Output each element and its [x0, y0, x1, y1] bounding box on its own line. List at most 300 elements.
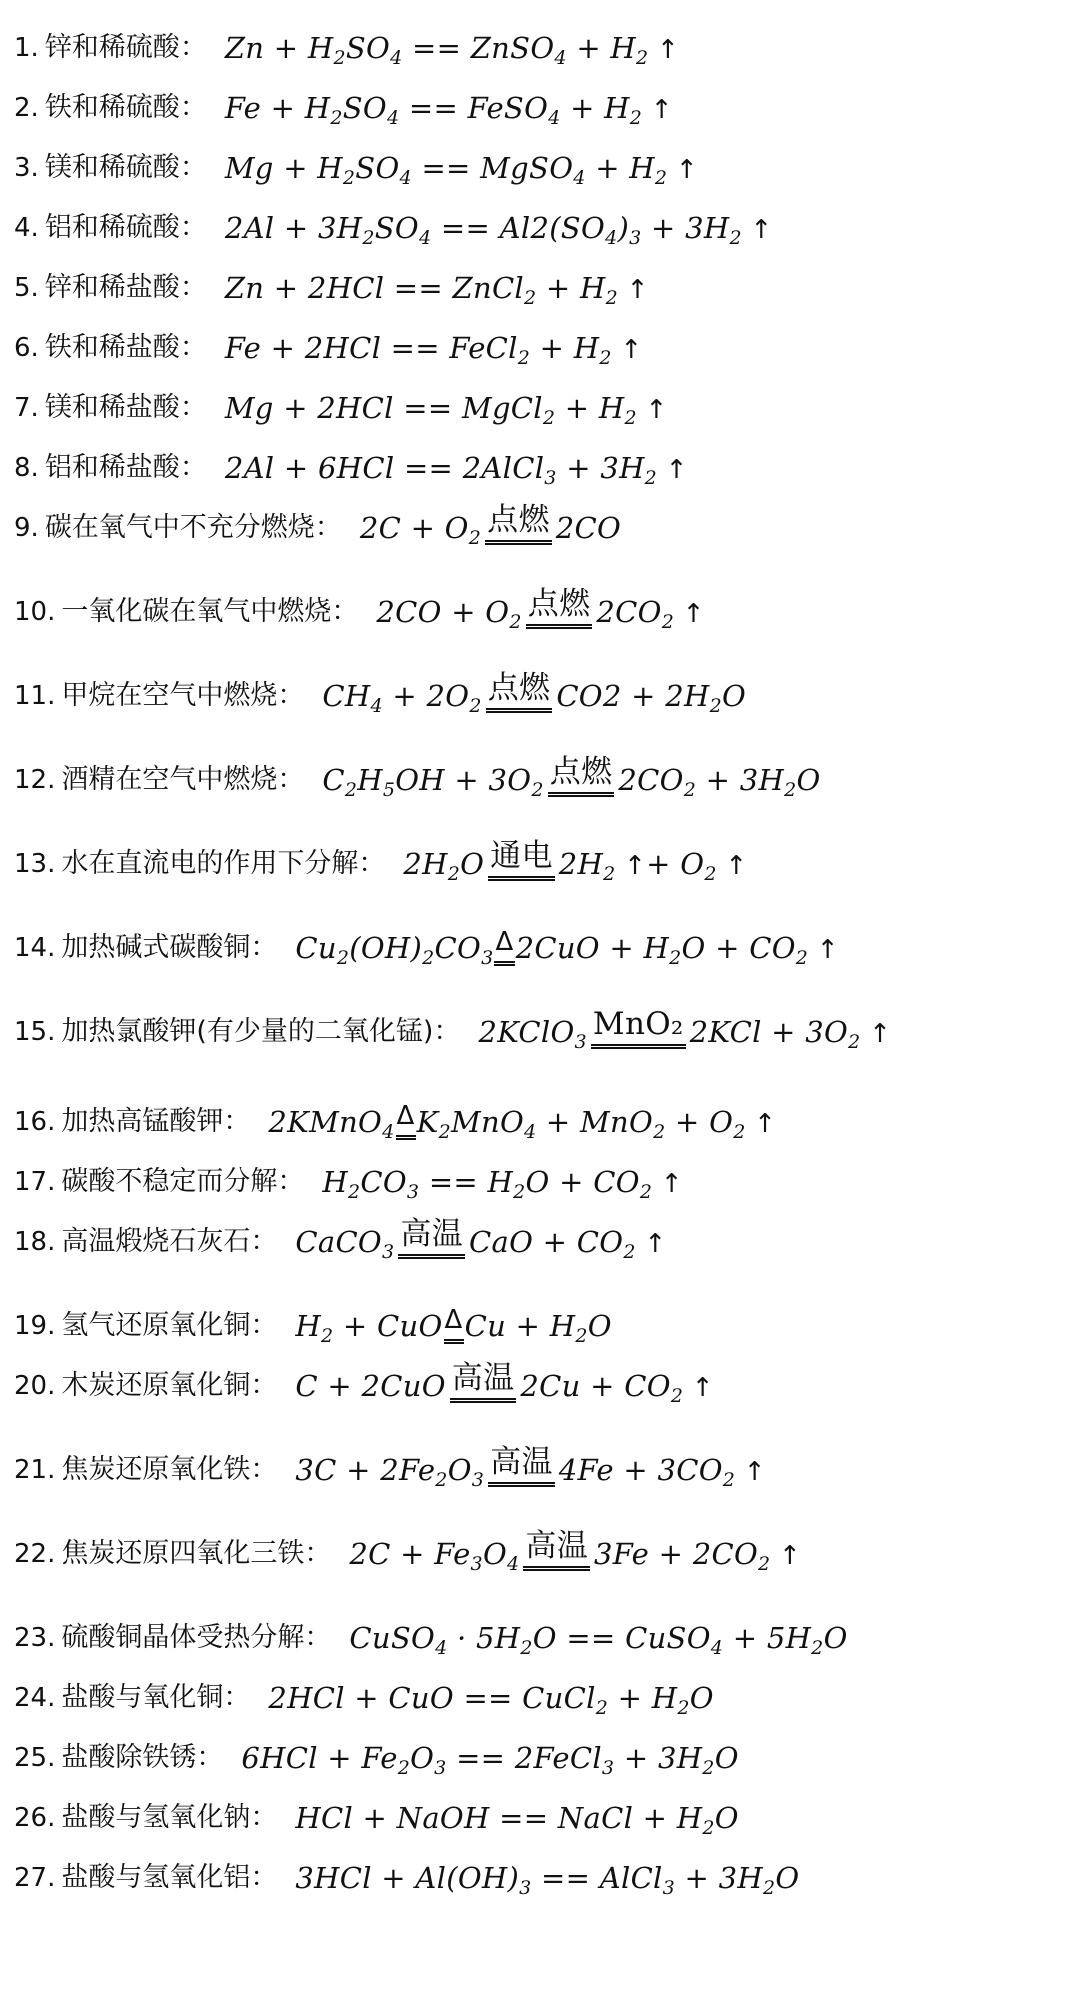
reaction-condition: 通电: [488, 837, 555, 881]
subscript: 2: [447, 863, 461, 885]
subscript: 4: [554, 47, 567, 69]
label-colon: ：: [179, 92, 207, 123]
formula-text: + H: [536, 271, 606, 305]
chemical-equation: [225, 18, 679, 80]
subscript: 2: [468, 527, 482, 549]
subscript: 2: [435, 1469, 448, 1491]
formula-text: 3C + 2Fe: [295, 1453, 436, 1487]
chemical-equation: [225, 378, 668, 440]
reaction-label: 铝和稀盐酸: [44, 452, 180, 483]
chemical-equation: [225, 138, 698, 200]
subscript: 2: [784, 779, 797, 801]
subscript: 3: [481, 947, 494, 969]
chemical-equation: [225, 318, 643, 380]
formula-text: + H: [530, 331, 600, 365]
reaction-condition: Δ: [444, 1301, 464, 1344]
formula-text: + MnO: [536, 1105, 654, 1139]
label-colon: ：: [304, 1538, 332, 1569]
formula-text: O: [714, 1741, 739, 1775]
formula-text: 2C + O: [359, 511, 469, 545]
label-colon: ：: [179, 332, 207, 363]
label-colon: ：: [223, 1106, 251, 1137]
subscript: 4: [399, 167, 412, 189]
formula-text: Zn + H: [224, 31, 334, 65]
reaction-condition: 点燃: [485, 501, 552, 545]
formula-text: == Al2(SO: [431, 211, 606, 245]
row-number: 4.: [14, 213, 39, 243]
formula-text: 2KClO: [478, 1015, 575, 1049]
subscript: 2: [438, 1121, 451, 1143]
label-colon: ：: [179, 392, 207, 423]
formula-text: 4Fe + 3CO: [558, 1453, 723, 1487]
reaction-label: 碳在氧气中不充分燃烧: [44, 512, 315, 543]
row-number: 12.: [14, 765, 56, 795]
row-number: 11.: [14, 681, 56, 711]
formula-text: == AlCl: [531, 1861, 663, 1895]
formula-text: == MgSO: [411, 151, 574, 185]
formula-text: 2KMnO: [268, 1105, 383, 1139]
subscript: 2: [763, 1877, 776, 1899]
formula-text: Mg + 2HCl == MgCl: [224, 391, 543, 425]
formula-text: + H: [555, 391, 625, 425]
gas-arrow: ↑: [808, 935, 839, 965]
formula-text: OH + 3O: [395, 763, 532, 797]
subscript: 2: [670, 1385, 684, 1407]
subscript: 2: [595, 1697, 609, 1719]
subscript: 2: [599, 347, 612, 369]
formula-text: 2Al + 6HCl == 2AlCl: [224, 451, 545, 485]
subscript: 4: [710, 1637, 724, 1659]
chemical-equation: [295, 1440, 765, 1502]
formula-text: SO: [355, 151, 400, 185]
reaction-label: 盐酸除铁锈: [61, 1742, 197, 1773]
reaction-label: 甲烷在空气中燃烧: [61, 680, 278, 711]
equation-row: [14, 1356, 1064, 1440]
reaction-label: 铁和稀盐酸: [44, 332, 180, 363]
reaction-condition: Δ: [494, 923, 514, 966]
subscript: 4: [370, 695, 383, 717]
row-number: 10.: [14, 597, 56, 627]
subscript: 2: [397, 1757, 411, 1779]
reaction-label: 铁和稀硫酸: [44, 92, 180, 123]
formula-text: + 3H: [696, 763, 785, 797]
subscript: 2: [758, 1553, 771, 1575]
reaction-label: 盐酸与氢氧化钠: [61, 1802, 251, 1833]
gas-arrow: ↑: [674, 599, 705, 629]
gas-arrow: ↑: [618, 275, 649, 305]
formula-text: O: [460, 847, 485, 881]
subscript: 2: [729, 227, 742, 249]
label-colon: ：: [250, 1370, 278, 1401]
gas-arrow: ↑: [615, 851, 647, 881]
subscript: 2: [848, 1031, 861, 1053]
chemical-equation: [360, 498, 621, 558]
equation-row: [14, 498, 1064, 582]
chemical-equation: [295, 1848, 799, 1908]
subscript: 2: [639, 1181, 653, 1203]
formula-text: CaO + CO: [469, 1225, 624, 1259]
subscript: 4: [524, 1121, 537, 1143]
formula-text: ): [617, 211, 630, 245]
formula-text: + O: [665, 1105, 734, 1139]
reaction-label: 加热碱式碳酸铜: [61, 932, 251, 963]
equation-row: [14, 1668, 1064, 1728]
formula-text: C + 2CuO: [295, 1369, 446, 1403]
equation-row: [14, 138, 1064, 198]
equation-row: [14, 1002, 1064, 1092]
formula-text: 2CO: [618, 763, 684, 797]
subscript: 2: [509, 611, 522, 633]
formula-text: CO2 + 2H: [556, 679, 710, 713]
reaction-condition: 点燃: [548, 753, 615, 797]
gas-arrow: ↑: [652, 1169, 683, 1199]
subscript: 2: [683, 779, 697, 801]
formula-text: K: [416, 1105, 439, 1139]
reaction-condition: 高温: [398, 1215, 465, 1259]
subscript: 2: [320, 1325, 334, 1347]
gas-arrow: ↑: [667, 155, 698, 185]
formula-text: Zn + 2HCl == ZnCl: [224, 271, 525, 305]
subscript: 3: [544, 467, 557, 489]
subscript: 4: [390, 47, 403, 69]
reaction-label: 加热氯酸钾(有少量的二氧化锰): [61, 1016, 434, 1047]
chemical-equation: [225, 78, 673, 140]
gas-arrow: ↑: [642, 95, 673, 125]
subscript: 2: [636, 47, 649, 69]
subscript: 3: [382, 1241, 395, 1263]
equation-row: [14, 258, 1064, 318]
gas-arrow: ↑: [611, 335, 643, 365]
formula-text: SO: [342, 91, 387, 125]
label-colon: ：: [358, 848, 386, 879]
chemical-equation: [295, 1788, 738, 1848]
row-number: 7.: [14, 393, 39, 423]
reaction-label: 铝和稀硫酸: [44, 212, 180, 243]
subscript: 4: [419, 227, 432, 249]
subscript: 4: [386, 107, 400, 129]
label-colon: ：: [179, 452, 207, 483]
reaction-label: 锌和稀盐酸: [44, 272, 180, 303]
formula-text: O == CuSO: [532, 1621, 711, 1655]
equation-row: [14, 1728, 1064, 1788]
subscript: 2: [336, 947, 350, 969]
reaction-label: 加热高锰酸钾: [61, 1106, 224, 1137]
row-number: 6.: [14, 333, 39, 363]
formula-text: SO: [345, 31, 391, 65]
formula-text: == ZnSO: [402, 31, 555, 65]
reaction-label: 锌和稀硫酸: [44, 32, 180, 63]
formula-text: 2Cu + CO: [520, 1369, 671, 1403]
row-number: 24.: [14, 1683, 56, 1713]
formula-text: 2C + Fe: [349, 1537, 471, 1571]
label-colon: ：: [250, 1862, 278, 1893]
row-number: 16.: [14, 1107, 56, 1137]
subscript: 2: [605, 287, 619, 309]
subscript: 2: [333, 47, 346, 69]
equation-row: [14, 1440, 1064, 1524]
equation-row: [14, 1608, 1064, 1668]
gas-arrow: ↑: [657, 455, 688, 485]
label-colon: ：: [223, 1682, 251, 1713]
chemical-equation: [478, 1002, 891, 1064]
row-number: 27.: [14, 1863, 56, 1893]
chemical-equation: [403, 834, 747, 896]
subscript: 2: [624, 407, 637, 429]
row-number: 22.: [14, 1539, 56, 1569]
reaction-label: 酒精在空气中燃烧: [61, 764, 278, 795]
subscript: 3: [406, 1181, 420, 1203]
chemical-equation: [225, 258, 649, 320]
equation-row: [14, 438, 1064, 498]
reaction-condition: 点燃: [526, 585, 593, 629]
formula-text: · 5H: [447, 1621, 521, 1655]
subscript: 2: [702, 1757, 715, 1779]
reaction-label: 水在直流电的作用下分解: [61, 848, 359, 879]
formula-text: Fe + 2HCl == FeCl: [224, 331, 518, 365]
label-colon: ：: [250, 1310, 278, 1341]
row-number: 20.: [14, 1371, 56, 1401]
label-colon: ：: [304, 1622, 332, 1653]
subscript: 5: [382, 779, 396, 801]
subscript: 4: [507, 1553, 520, 1575]
reaction-condition: 高温: [450, 1359, 517, 1403]
subscript: 2: [469, 695, 482, 717]
subscript: 2: [531, 779, 544, 801]
chemical-equation: [322, 1152, 683, 1214]
reaction-condition: Δ: [396, 1097, 416, 1140]
formula-text: 2H: [558, 847, 604, 881]
subscript: 2: [623, 1241, 636, 1263]
equation-row: [14, 78, 1064, 138]
equation-row: [14, 1212, 1064, 1296]
row-number: 5.: [14, 273, 39, 303]
chemical-equation: [322, 750, 820, 810]
formula-text: H: [295, 1309, 321, 1343]
gas-arrow: ↑: [635, 1229, 667, 1259]
chemical-equation: [295, 1356, 714, 1418]
subscript: 3: [470, 1553, 483, 1575]
row-number: 18.: [14, 1227, 56, 1257]
formula-text: C: [322, 763, 345, 797]
formula-text: 2H: [403, 847, 448, 881]
subscript: 2: [654, 167, 668, 189]
formula-text: MnO: [450, 1105, 525, 1139]
gas-arrow: ↑: [648, 35, 680, 65]
subscript: 2: [709, 695, 722, 717]
chemical-equation: [241, 1728, 738, 1788]
formula-text: O: [823, 1621, 848, 1655]
formula-text: == 2FeCl: [446, 1741, 602, 1775]
formula-text: + 3H: [641, 211, 730, 245]
row-number: 9.: [14, 513, 39, 543]
subscript: 3: [601, 1757, 615, 1779]
formula-text: + H: [566, 31, 637, 65]
subscript: 2: [344, 779, 358, 801]
label-colon: ：: [433, 1016, 461, 1047]
subscript: 2: [795, 947, 809, 969]
subscript: 4: [573, 167, 586, 189]
row-number: 21.: [14, 1455, 56, 1485]
gas-arrow: ↑: [770, 1541, 802, 1571]
formula-text: H: [322, 1165, 348, 1199]
reaction-label: 高温煅烧石灰石: [61, 1226, 251, 1257]
formula-text: 2CO: [596, 595, 662, 629]
gas-arrow: ↑: [683, 1373, 714, 1403]
formula-text: + 3H: [675, 1861, 764, 1895]
reaction-label: 碳酸不稳定而分解: [61, 1166, 278, 1197]
formula-text: 3Fe + 2CO: [594, 1537, 759, 1571]
row-number: 15.: [14, 1017, 56, 1047]
formula-text: O + CO: [525, 1165, 640, 1199]
row-number: 19.: [14, 1311, 56, 1341]
subscript: 3: [574, 1031, 587, 1053]
equation-row: [14, 834, 1064, 918]
formula-text: Cu: [295, 931, 337, 965]
formula-text: SO: [374, 211, 419, 245]
subscript: 3: [629, 227, 642, 249]
label-colon: ：: [250, 1802, 278, 1833]
formula-text: Cu + H: [464, 1309, 576, 1343]
subscript: 4: [435, 1637, 448, 1659]
subscript: 4: [605, 227, 618, 249]
formula-text: Fe + H: [224, 91, 331, 125]
equation-row: [14, 750, 1064, 834]
subscript: 3: [434, 1757, 447, 1779]
equation-row: [14, 18, 1064, 78]
label-colon: ：: [277, 680, 305, 711]
formula-text: + CuO: [333, 1309, 443, 1343]
reaction-condition: 高温: [488, 1443, 555, 1487]
formula-text: CaCO: [295, 1225, 383, 1259]
formula-text: == FeSO: [399, 91, 549, 125]
formula-text: HCl + NaOH == NaCl + H: [295, 1801, 703, 1835]
formula-text: O: [482, 1537, 508, 1571]
formula-text: Mg + H: [224, 151, 343, 185]
label-colon: ：: [250, 1226, 278, 1257]
subscript: 3: [662, 1877, 676, 1899]
formula-text: + O: [646, 847, 705, 881]
formula-text: 6HCl + Fe: [241, 1741, 398, 1775]
chemical-equation: [225, 198, 773, 260]
row-number: 8.: [14, 453, 39, 483]
label-colon: ：: [331, 596, 359, 627]
subscript: 2: [517, 347, 531, 369]
formula-text: H: [357, 763, 383, 797]
formula-text: O: [796, 763, 821, 797]
subscript: 2: [702, 1817, 715, 1839]
equation-row: [14, 318, 1064, 378]
subscript: 2: [347, 1181, 361, 1203]
formula-text: O + CO: [681, 931, 796, 965]
subscript: 2: [542, 407, 556, 429]
subscript: 4: [382, 1121, 395, 1143]
equation-row: [14, 1092, 1064, 1152]
formula-text: + 3H: [614, 1741, 703, 1775]
subscript: 2: [524, 287, 537, 309]
formula-text: 2CuO + H: [515, 931, 670, 965]
subscript: 2: [422, 947, 435, 969]
formula-text: + H: [560, 91, 630, 125]
row-number: 17.: [14, 1167, 56, 1197]
subscript: 2: [330, 107, 343, 129]
label-colon: ：: [179, 212, 207, 243]
formula-text: == H: [419, 1165, 514, 1199]
reaction-condition: 高温: [523, 1527, 590, 1571]
equation-row: [14, 918, 1064, 1002]
subscript: 2: [669, 947, 682, 969]
formula-text: O: [410, 1741, 435, 1775]
equation-row: [14, 582, 1064, 666]
formula-text: O: [775, 1861, 800, 1895]
label-colon: ：: [314, 512, 342, 543]
label-colon: ：: [179, 272, 207, 303]
row-number: 2.: [14, 93, 39, 123]
subscript: 2: [677, 1697, 690, 1719]
gas-arrow: ↑: [860, 1019, 892, 1049]
reaction-label: 盐酸与氧化铜: [61, 1682, 224, 1713]
subscript: 3: [471, 1469, 485, 1491]
subscript: 3: [519, 1877, 532, 1899]
formula-text: + H: [585, 151, 655, 185]
formula-text: CO: [360, 1165, 407, 1199]
gas-arrow: ↑: [735, 1457, 766, 1487]
formula-text: CuSO: [349, 1621, 436, 1655]
equation-row: [14, 198, 1064, 258]
subscript: 2: [362, 227, 375, 249]
equation-row: [14, 1788, 1064, 1848]
subscript: 2: [342, 167, 356, 189]
reaction-label: 镁和稀盐酸: [44, 392, 180, 423]
subscript: 2: [575, 1325, 588, 1347]
gas-arrow: ↑: [741, 215, 773, 245]
row-number: 23.: [14, 1623, 56, 1653]
formula-text: CO: [434, 931, 482, 965]
reaction-label: 硫酸铜晶体受热分解: [61, 1622, 305, 1653]
chemical-equation: [225, 438, 688, 500]
chemical-equation: [295, 918, 838, 980]
subscript: 2: [653, 1121, 666, 1143]
formula-text: O: [447, 1453, 472, 1487]
reaction-label: 焦炭还原氧化铁: [61, 1454, 251, 1485]
gas-arrow: ↑: [745, 1109, 777, 1139]
row-number: 1.: [14, 33, 39, 63]
gas-arrow: ↑: [716, 851, 748, 881]
equation-row: [14, 1296, 1064, 1356]
label-colon: ：: [250, 1454, 278, 1485]
formula-text: O: [587, 1309, 612, 1343]
chemical-equation: [349, 1608, 847, 1668]
gas-arrow: ↑: [636, 395, 668, 425]
formula-text: 2KCl + 3O: [689, 1015, 849, 1049]
chemical-equation: [295, 1296, 611, 1356]
formula-text: O: [714, 1801, 739, 1835]
subscript: 2: [603, 863, 616, 885]
reaction-label: 镁和稀硫酸: [44, 152, 180, 183]
formula-text: 2HCl + CuO == CuCl: [268, 1681, 596, 1715]
reaction-label: 焦炭还原四氧化三铁: [61, 1538, 305, 1569]
reaction-condition: 点燃: [486, 669, 553, 713]
formula-text: + H: [608, 1681, 678, 1715]
reaction-label: 氢气还原氧化铜: [61, 1310, 251, 1341]
subscript: 2: [661, 611, 675, 633]
reaction-condition: MnO₂: [591, 1005, 686, 1049]
equation-list: [14, 18, 1064, 1908]
label-colon: ：: [196, 1742, 224, 1773]
label-colon: ：: [250, 932, 278, 963]
row-number: 25.: [14, 1743, 56, 1773]
equation-row: [14, 1848, 1064, 1908]
equation-row: [14, 1152, 1064, 1212]
